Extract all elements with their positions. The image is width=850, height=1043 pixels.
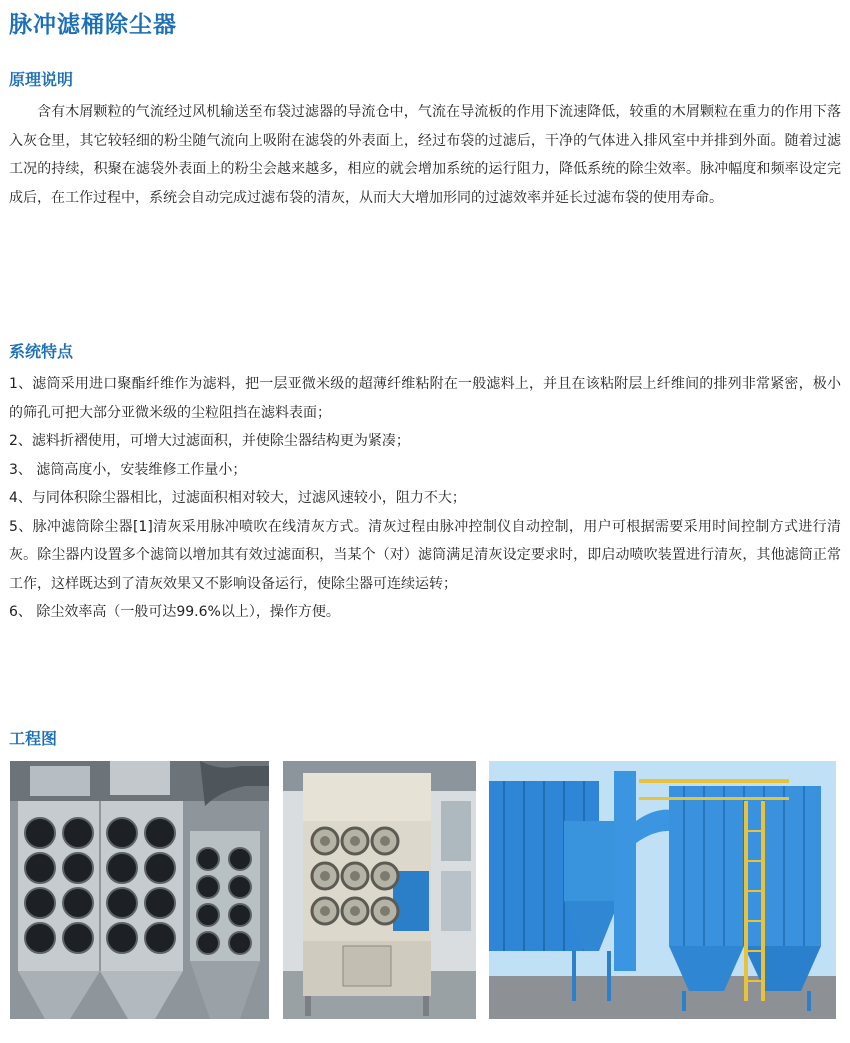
feature-item: 5、脉冲滤筒除尘器[1]清灰采用脉冲喷吹在线清灰方式。清灰过程由脉冲控制仪自动控制，用户可根据需要采用时间控制方式进行清灰。除尘器内设置多个滤筒以增加其有效过滤面积，当某个（对）滤筒满足清灰设定要求时，即启动喷吹装置进行清灰，其他滤筒正常工作，这样既达到了清灰效果又不影响设备运行，使除尘器可连续运转； [9,518,841,592]
cartridge-dust-collector-photo [283,761,476,1019]
feature-item: 3、 滤筒高度小，安装维修工作量小； [9,461,247,478]
page-title: 脉冲滤桶除尘器 [9,12,177,38]
principle-text: 含有木屑颗粒的气流经过风机输送至布袋过滤器的导流仓中，气流在导流板的作用下流速降低，较重的木屑颗粒在重力的作用下落入灰仓里，其它较轻细的粉尘随气流向上吸附在滤袋的外表面上，经过布袋的过滤后，干净的气体进入排风室中并排到外面。随着过滤工况的持续，积聚在滤袋外表面上的粉尘会越来越多，相应的就会增加系统的运行阻力，降低系统的除尘效率。脉冲幅度和频率设定完成后，在工作过程中，系统会自动完成过滤布袋的清灰，从而大大增加形同的过滤效率并延长过滤布袋的使用寿命。 [9,104,841,206]
feature-item: 6、 除尘效率高（一般可达99.6%以上），操作方便。 [9,604,340,620]
gallery-heading: 工程图 [9,729,58,748]
industrial-dust-collector-photo [10,761,269,1019]
baghouse-dust-collector-photo [489,761,836,1019]
features-heading: 系统特点 [9,342,74,361]
feature-item: 1、滤筒采用进口聚酯纤维作为滤料，把一层亚微米级的超薄纤维粘附在一般滤料上，并且在该粘附层上纤维间的排列非常紧密，极小的筛孔可把大部分亚微米级的尘粒阻挡在滤料表面； [9,376,841,421]
features-list [9,370,841,627]
feature-item: 4、与同体积除尘器相比，过滤面积相对较大，过滤风速较小，阻力不大； [9,490,466,506]
feature-item: 2、滤料折褶使用，可增大过滤面积，并使除尘器结构更为紧凑； [9,433,410,449]
principle-heading: 原理说明 [9,70,74,89]
